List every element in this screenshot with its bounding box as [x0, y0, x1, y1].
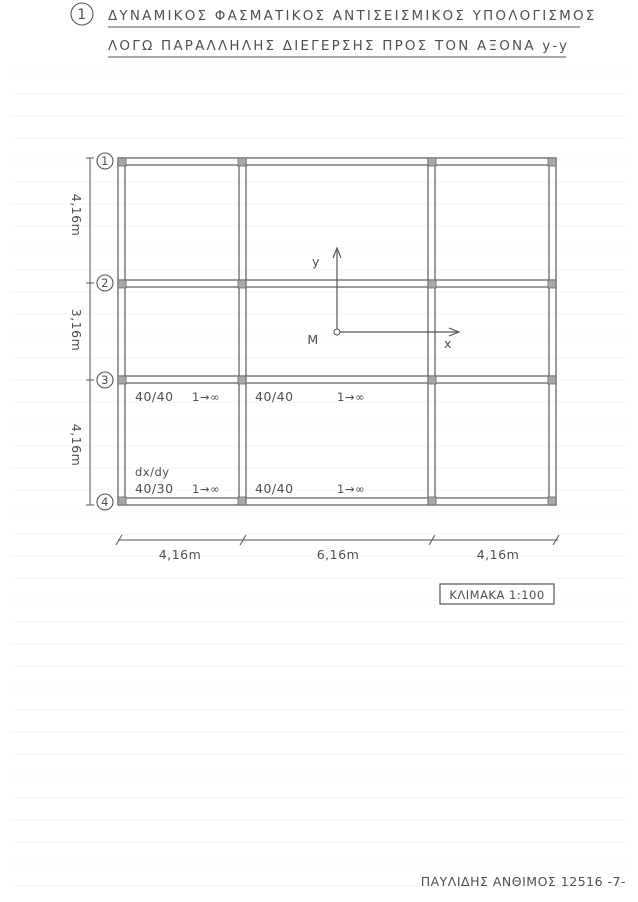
- left-dimensions: [69, 158, 94, 505]
- column: [238, 376, 246, 384]
- bay-section-label: 40/40: [255, 389, 294, 404]
- column: [548, 497, 556, 505]
- row-marker-2: 2: [101, 276, 109, 290]
- column: [548, 158, 556, 166]
- legend-label: dx/dy: [135, 465, 170, 479]
- bottom-dimension-1: 4,16m: [158, 547, 202, 562]
- row-marker-3: 3: [101, 373, 109, 387]
- column: [548, 376, 556, 384]
- beam-col-a: [118, 158, 125, 505]
- sheet-marker: 1: [77, 7, 87, 23]
- coordinate-axes: [307, 248, 459, 351]
- header: [71, 3, 597, 57]
- left-dimension-3: 4,16m: [69, 423, 84, 467]
- scale-label: ΚΛΙΜΑΚΑ 1:100: [449, 588, 545, 602]
- beam-row-4: [118, 498, 556, 505]
- bay-range-label: 1→∞: [337, 390, 366, 404]
- column: [118, 280, 126, 288]
- column: [428, 376, 436, 384]
- x-axis-label: x: [444, 336, 452, 351]
- bottom-dimensions: [116, 535, 559, 562]
- scale-box: [440, 584, 554, 604]
- column: [428, 158, 436, 166]
- title-line-2: ΛΟΓΩ ΠΑΡΑΛΛΗΛΗΣ ΔΙΕΓΕΡΣΗΣ ΠΡΟΣ ΤΟΝ ΑΞΟΝΑ y-y: [108, 38, 570, 54]
- column: [238, 497, 246, 505]
- column: [428, 280, 436, 288]
- beam-col-d: [549, 158, 556, 505]
- column: [428, 497, 436, 505]
- beam-row-1: [118, 158, 556, 165]
- left-dimension-1: 4,16m: [69, 193, 84, 237]
- column: [238, 280, 246, 288]
- column: [548, 280, 556, 288]
- y-axis-label: y: [312, 254, 320, 269]
- column: [118, 497, 126, 505]
- bottom-dimension-2: 6,16m: [316, 547, 360, 562]
- mass-center-label: M: [307, 332, 319, 347]
- beam-col-b: [239, 158, 246, 505]
- beam-row-3: [118, 376, 556, 383]
- row-markers: [97, 153, 113, 510]
- left-dimension-2: 3,16m: [69, 308, 84, 352]
- column: [118, 158, 126, 166]
- bay-range-label: 1→∞: [192, 390, 221, 404]
- bay-section-label: 40/40: [255, 481, 294, 496]
- author-footer: ΠΑΥΛΙΔΗΣ ΑΝΘΙΜΟΣ 12516 -7-: [420, 874, 626, 889]
- bay-range-label: 1→∞: [192, 482, 221, 496]
- column: [118, 376, 126, 384]
- bay-section-label: 40/30: [135, 481, 174, 496]
- bay-section-label: 40/40: [135, 389, 174, 404]
- bottom-dimension-3: 4,16m: [476, 547, 520, 562]
- bay-annotations: [135, 389, 365, 496]
- row-marker-1: 1: [101, 154, 109, 168]
- title-line-1: ΔΥΝΑΜΙΚΟΣ ΦΑΣΜΑΤΙΚΟΣ ΑΝΤΙΣΕΙΣΜΙΚΟΣ ΥΠΟΛΟΓΙΣΜΟΣ: [108, 8, 597, 24]
- paper-rules: [10, 72, 628, 886]
- row-marker-4: 4: [101, 495, 109, 509]
- bay-range-label: 1→∞: [337, 482, 366, 496]
- mass-center-point: [334, 329, 340, 335]
- column: [238, 158, 246, 166]
